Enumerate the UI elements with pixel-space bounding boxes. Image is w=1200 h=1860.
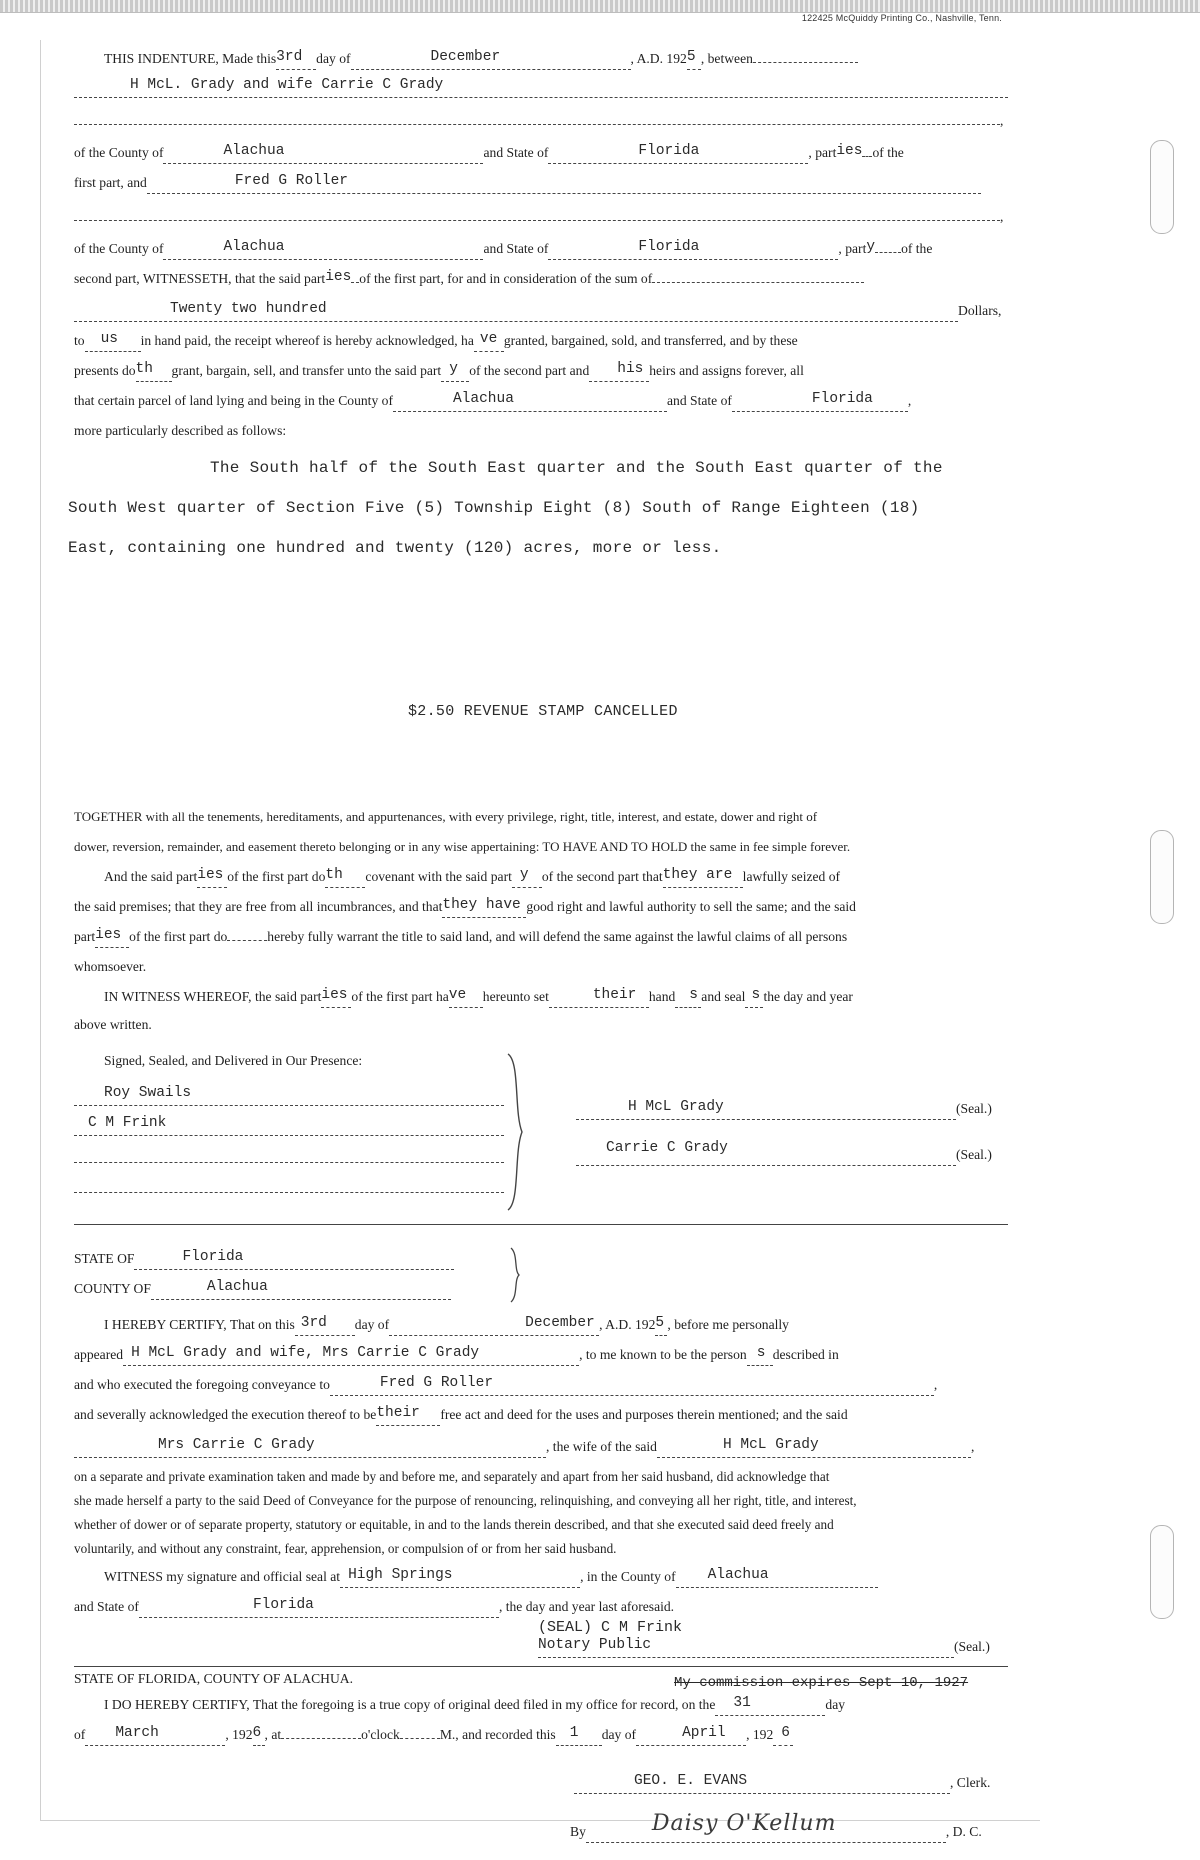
separate-exam-line-4: voluntarily, and without any constraint, fear, apprehension, or compulsion of or from her said husband. [74, 1541, 617, 1556]
presence-label: Signed, Sealed, and Delivered in Our Presence: [104, 1053, 363, 1068]
parcel-state-field: Florida [732, 394, 908, 412]
binder-hole-top [1150, 140, 1174, 234]
county-state-line-1: of the County of Alachua and State of Florida , parties of the [74, 144, 1008, 165]
commission-expiry: My commission expires Sept 10, 1927 [674, 1675, 969, 1692]
sum-line: Twenty two hundred Dollars, [74, 302, 1008, 322]
deed-document [68, 40, 1008, 1839]
sum-field: Twenty two hundred [74, 304, 958, 322]
recording-heading: STATE OF FLORIDA, COUNTY OF ALACHUA. [74, 1671, 353, 1686]
witness-2-line: C M Frink [74, 1116, 504, 1136]
clerk-line: GEO. E. EVANS , Clerk. [574, 1774, 1008, 1794]
county-1-field: Alachua [163, 146, 483, 164]
printer-imprint: 122425 McQuiddy Printing Co., Nashville, Tenn. [801, 13, 1002, 23]
grantors-line [74, 78, 1008, 98]
premises-line: the said premises; that they are free from all incumbrances, and thatthey have good right and lawful authority to sell the same; and the said [74, 898, 1008, 918]
county-state-line-2: of the County of Alachua and State of Florida , party of the [74, 240, 1008, 261]
witnesseth-line: second part, WITNESSETH, that the said parties of the first part, for and in consideration of the sum of [74, 270, 1008, 291]
legal-description-line-3: East, containing one hundred and twenty (120) acres, more or less. [68, 539, 722, 557]
executed-line: and who executed the foregoing conveyance to Fred G Roller , [74, 1376, 1008, 1396]
parcel-line: that certain parcel of land lying and being in the County of Alachua and State of Florida , [74, 392, 1008, 412]
above-written-line: above written. [74, 1017, 152, 1032]
warranty-line: parties of the first part do hereby fully warrant the title to said land, and will defend the same against the lawful claims of all persons [74, 928, 1008, 948]
presents-line: presents doth grant, bargain, sell, and transfer unto the said part y of the second part and his heirs and assigns forever, all [74, 362, 1008, 382]
indenture-day-field: 3rd [276, 52, 316, 70]
separate-exam-line-1: on a separate and private examination taken and made by and before me, and separately and apart from her said husband, did acknowledge that [74, 1469, 830, 1484]
witness-seal-line: WITNESS my signature and official seal at High Springs , in the County of Alachua [104, 1568, 1008, 1588]
grantee-line: first part, and Fred G Roller [74, 174, 1008, 194]
wife-line: Mrs Carrie C Grady , the wife of the said H McL Grady , [74, 1438, 1008, 1458]
described-line: more particularly described as follows: [74, 423, 287, 438]
blank-line-1: , [74, 112, 1008, 130]
binder-hole-bottom [1150, 1525, 1174, 1619]
habendum-line-2: dower, reversion, remainder, and easement thereto belonging or in any wise appertaining: TO HAVE AND TO HOLD the same in fee simple forever. [74, 839, 851, 854]
ack-state-line: STATE OF Florida [74, 1250, 514, 1270]
receipt-line: to us in hand paid, the receipt whereof is hereby acknowledged, ha ve granted, bargained, sold, and transferred, and by these [74, 332, 1008, 352]
and-state-line: and State of Florida , the day and year last aforesaid. [74, 1598, 1008, 1618]
deputy-signature: Daisy O'Kellum [586, 1818, 946, 1843]
ack-brace [508, 1246, 524, 1304]
top-edge-band [0, 0, 1200, 13]
indenture-month-field: December [351, 52, 631, 70]
acknowledgment-divider [74, 1666, 1008, 1667]
signature-brace [504, 1052, 534, 1212]
ack-county-line: COUNTY OF Alachua [74, 1280, 514, 1300]
in-witness-line: IN WITNESS WHEREOF, the said parties of the first part have hereunto set their hand s and seal s the day and year [104, 988, 1008, 1008]
notary-seal-name: (SEAL) C M Frink [538, 1619, 683, 1636]
page-left-edge [40, 40, 41, 1820]
grantee-field: Fred G Roller [147, 176, 981, 194]
binder-hole-middle [1150, 830, 1174, 924]
state-1-field: Florida [548, 146, 808, 164]
deputy-line: By Daisy O'Kellum , D. C. [570, 1818, 1008, 1843]
whomsoever-line: whomsoever. [74, 959, 147, 974]
county-2-field: Alachua [163, 242, 483, 260]
indenture-line-1: THIS INDENTURE, Made this3rd day of December , A.D. 1925 , between [104, 50, 1008, 70]
state-2-field: Florida [548, 242, 838, 260]
grantor-2-signature-line: Carrie C Grady (Seal.) [576, 1146, 1008, 1166]
witness-1-line: Roy Swails [74, 1086, 504, 1106]
legal-description-line-2: South West quarter of Section Five (5) Township Eight (8) South of Range Eighteen (18) [68, 499, 920, 517]
blank-line-2: , [74, 208, 1008, 226]
separate-exam-line-3: whether of dower or of separate property, statutory or equitable, in and to the lands therein described, and that she executed said deed freely and [74, 1517, 834, 1532]
revenue-stamp-note: $2.50 REVENUE STAMP CANCELLED [408, 703, 678, 720]
certify-line: I HEREBY CERTIFY, That on this 3rd day of December , A.D. 1925 , before me personally [104, 1316, 1008, 1336]
grantor-1-signature-line: H McL Grady (Seal.) [576, 1100, 1008, 1120]
witness-3-line [74, 1150, 504, 1168]
legal-description-line-1: The South half of the South East quarter and the South East quarter of the [210, 459, 943, 477]
appeared-line: appeared H McL Grady and wife, Mrs Carrie C Grady , to me known to be the person s described in [74, 1346, 1008, 1366]
parcel-county-field: Alachua [393, 394, 667, 412]
grantors-field: H McL. Grady and wife Carrie C Grady [74, 80, 1008, 98]
indenture-year-field: 5 [687, 52, 701, 70]
recording-line-2: of March , 1926 , at o'clock M., and recorded this 1 day of April , 192 6 [74, 1726, 1008, 1746]
witness-4-line [74, 1180, 504, 1198]
notary-title-line: Notary Public (Seal.) [538, 1638, 1008, 1658]
signature-divider [74, 1224, 1008, 1225]
recording-line-1: I DO HEREBY CERTIFY, That the foregoing is a true copy of original deed filed in my office for record, on the 31 day [104, 1696, 1008, 1716]
to-field: us [85, 334, 141, 352]
separate-exam-line-2: she made herself a party to the said Deed of Conveyance for the purpose of renouncing, relinquishing, and conveying all her right, title, and interest, [74, 1493, 857, 1508]
covenant-line: And the said parties of the first part doth covenant with the said part y of the second part thatthey are lawfully seized of [104, 868, 1008, 888]
severally-line: and severally acknowledged the execution thereof to betheir free act and deed for the uses and purposes therein mentioned; and the said [74, 1406, 1008, 1426]
habendum-line-1: TOGETHER with all the tenements, hereditaments, and appurtenances, with every privilege, right, title, interest, and estate, dower and right of [74, 809, 818, 824]
